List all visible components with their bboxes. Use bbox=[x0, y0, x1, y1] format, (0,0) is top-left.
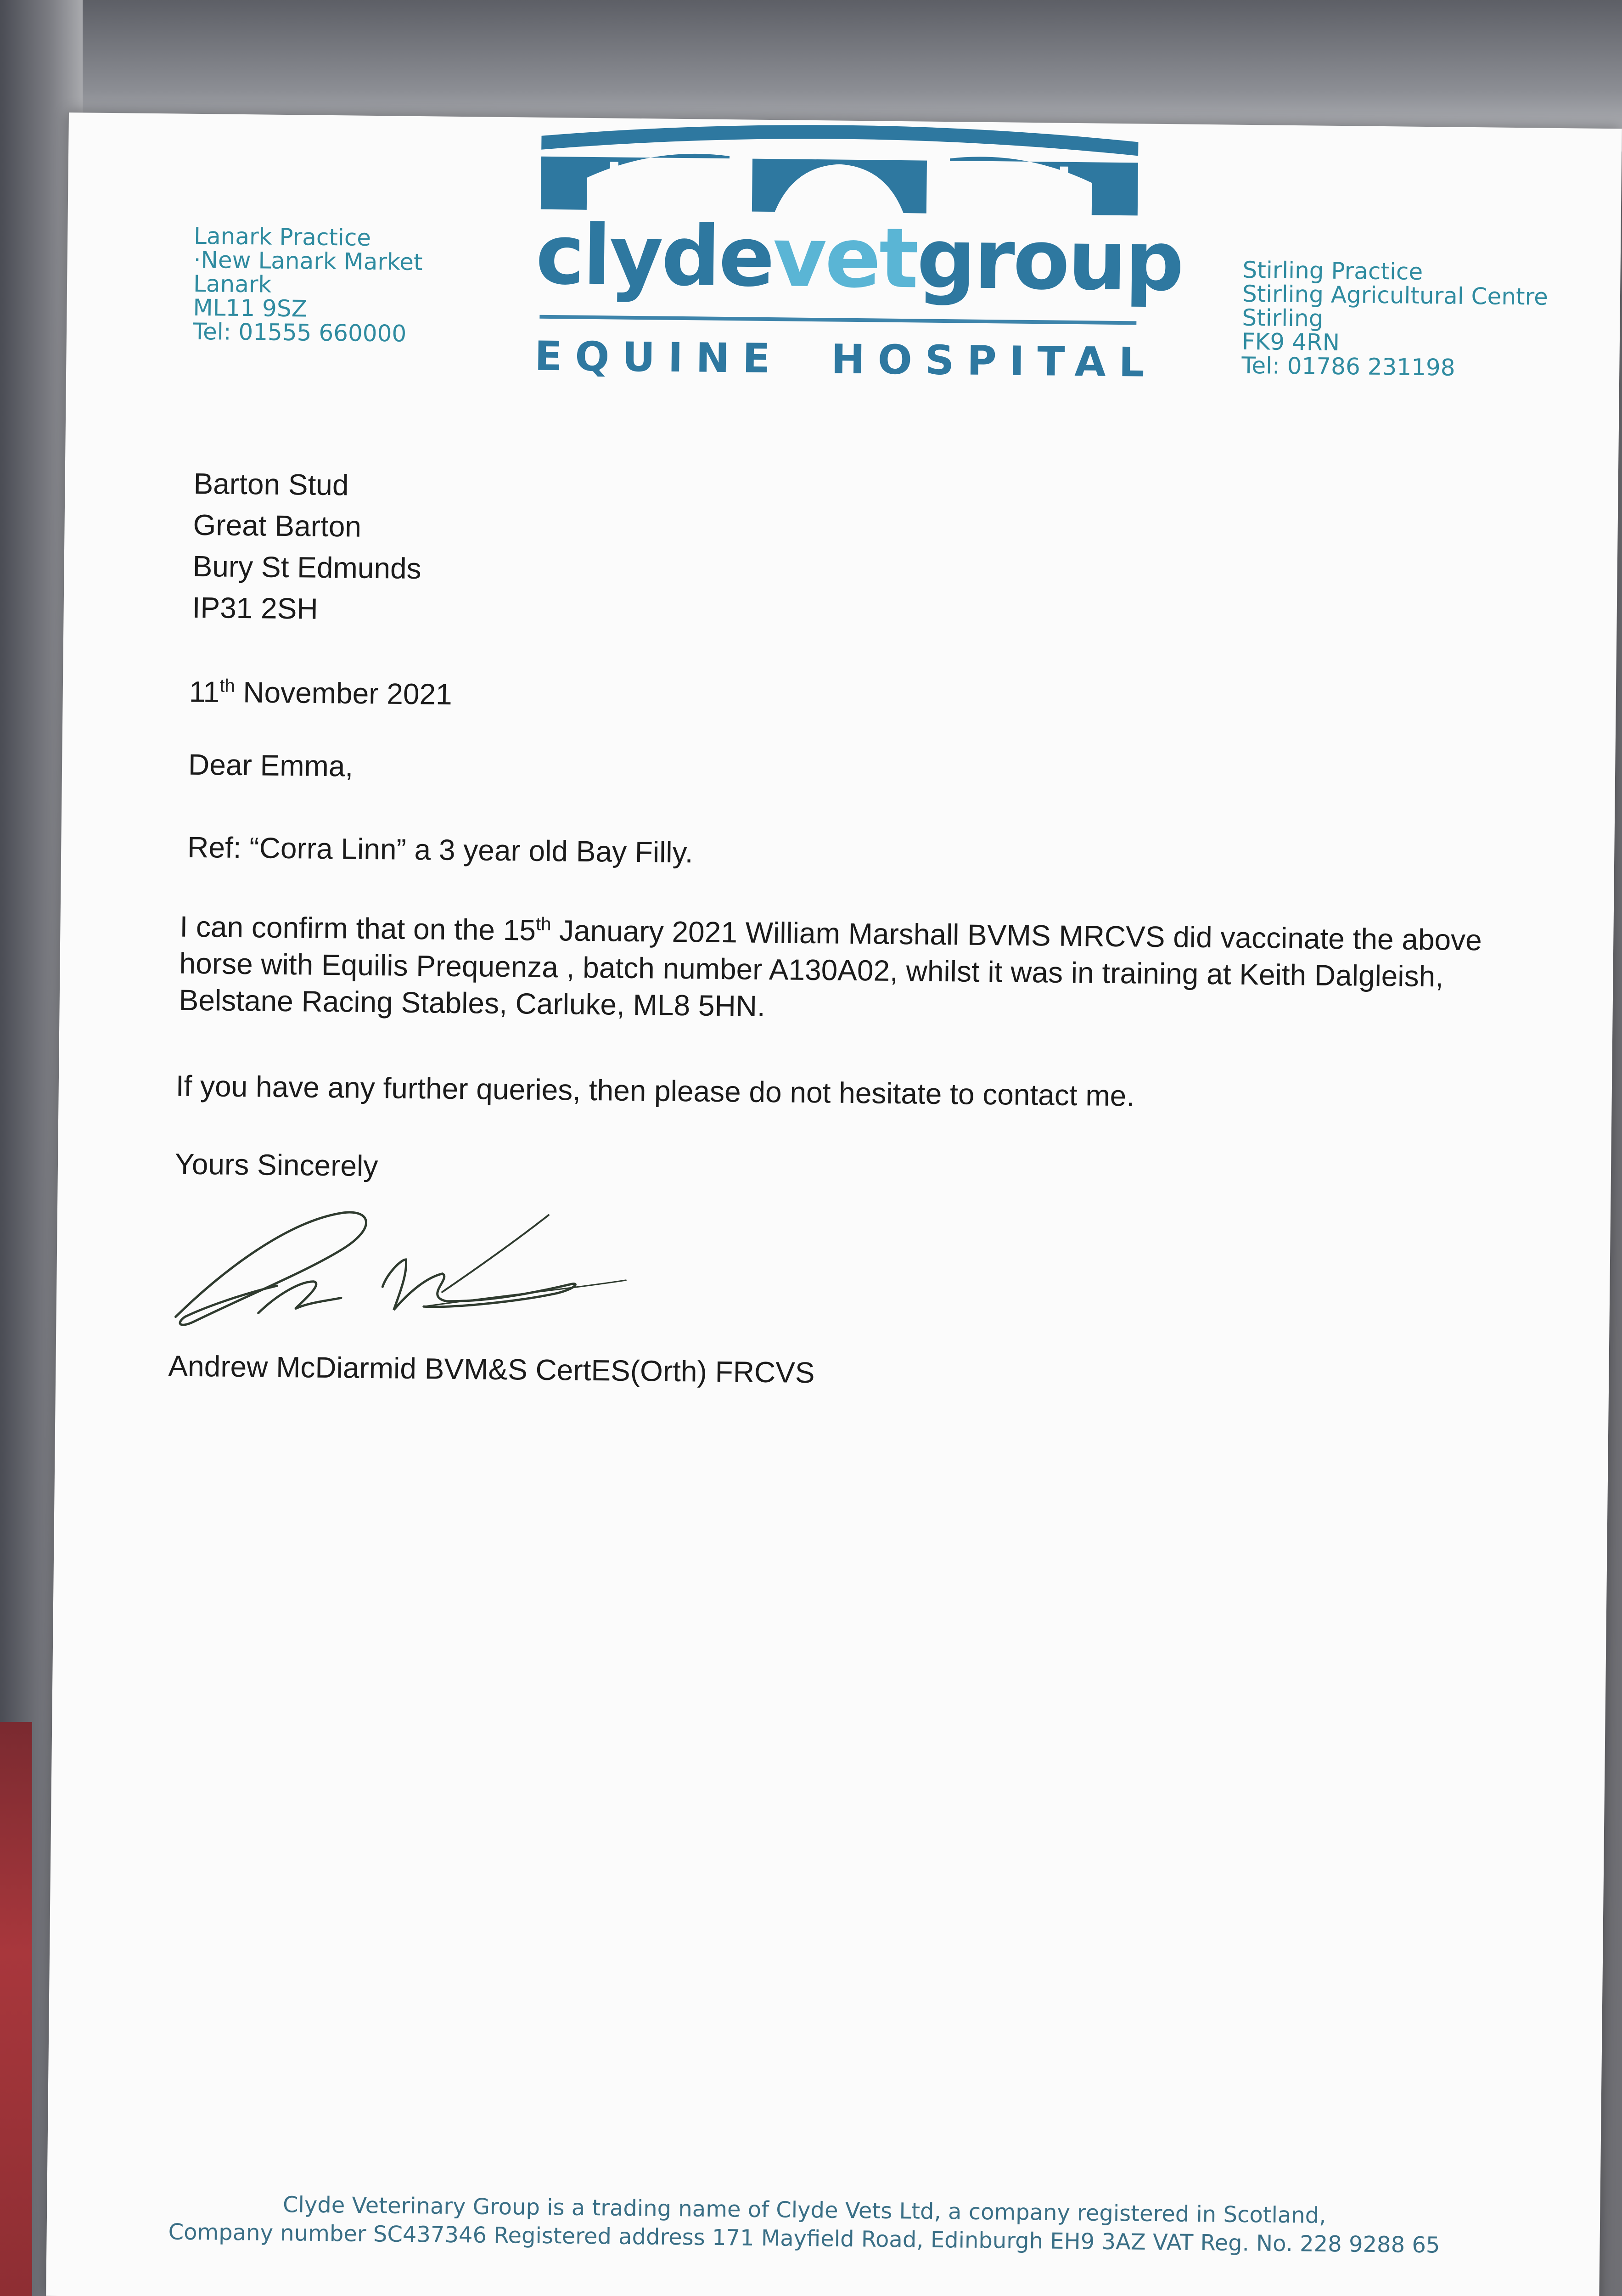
reference-line: Ref: “Corra Linn” a 3 year old Bay Filly. bbox=[187, 830, 694, 869]
sign-off: Yours Sincerely bbox=[174, 1147, 378, 1183]
address-line: Stirling bbox=[1242, 304, 1324, 332]
paragraph-line1-end: January 2021 William Marshall BVMS MRCVS did vaccinate the above bbox=[550, 914, 1482, 957]
lanark-practice-address bbox=[193, 224, 423, 346]
address-line: Tel: 01786 231198 bbox=[1241, 352, 1455, 381]
signer-name: Andrew McDiarmid BVM&S CertES(Orth) FRCVS bbox=[168, 1349, 815, 1390]
clyde-vet-group-logo bbox=[534, 118, 1183, 409]
date-rest: November 2021 bbox=[235, 675, 453, 711]
paragraph-line: Belstane Racing Stables, Carluke, ML8 5HN. bbox=[179, 983, 766, 1023]
address-line: FK9 4RN bbox=[1241, 328, 1340, 356]
greeting: Dear Emma, bbox=[188, 748, 354, 783]
recipient-line: Great Barton bbox=[193, 508, 362, 543]
date-suffix: th bbox=[219, 675, 235, 696]
logo-subtitle bbox=[534, 332, 1158, 386]
letter bbox=[46, 113, 1622, 2296]
paragraph-line1-start: I can confirm that on the 15 bbox=[180, 910, 536, 947]
address-line: Lanark Practice bbox=[193, 222, 371, 251]
letter-page bbox=[46, 113, 1622, 2296]
handwritten-signature bbox=[166, 1202, 636, 1358]
bridge-logo-icon bbox=[536, 118, 1143, 220]
address-line: Stirling Practice bbox=[1242, 256, 1423, 285]
recipient-line: Barton Stud bbox=[193, 467, 349, 502]
logo-word-group: group bbox=[916, 211, 1183, 310]
address-line: Tel: 01555 660000 bbox=[192, 318, 407, 347]
address-line: Lanark bbox=[193, 270, 272, 298]
stirling-practice-address bbox=[1241, 258, 1549, 381]
paragraph-line1-sup: th bbox=[535, 914, 551, 934]
address-line: ML11 9SZ bbox=[193, 294, 308, 322]
recipient-line: Bury St Edmunds bbox=[192, 549, 422, 585]
body-paragraph bbox=[179, 908, 1534, 1033]
date-day: 11 bbox=[189, 675, 220, 709]
footer-line: Clyde Veterinary Group is a trading name of Clyde Vets Ltd, a company registered in Scotland, bbox=[282, 2192, 1326, 2228]
recipient-line: IP31 2SH bbox=[192, 591, 319, 625]
letter-date bbox=[189, 665, 452, 715]
paragraph-line: horse with Equilis Prequenza , batch number A130A02, whilst it was in training at Keith Dalgleish, bbox=[179, 946, 1444, 993]
scan-background-red-object bbox=[0, 1722, 32, 2296]
logo-wordmark bbox=[535, 207, 1183, 310]
logo-subtitle-hospital: HOSPITAL bbox=[831, 335, 1158, 386]
logo-word-clyde: clyde bbox=[535, 207, 774, 306]
logo-subtitle-equine: EQUINE bbox=[534, 332, 783, 383]
footer-line: Company number SC437346 Registered address 171 Mayfield Road, Edinburgh EH9 3AZ VAT Reg. No. 228 9288 65 bbox=[168, 2219, 1440, 2258]
company-footer bbox=[138, 2189, 1470, 2260]
address-line: Stirling Agricultural Centre bbox=[1242, 280, 1549, 310]
logo-divider bbox=[539, 315, 1136, 325]
closing-question: If you have any further queries, then please do not hesitate to contact me. bbox=[175, 1069, 1135, 1113]
logo-word-vet: vet bbox=[772, 209, 917, 307]
recipient-address bbox=[192, 463, 422, 630]
address-line: ·New Lanark Market bbox=[193, 246, 423, 276]
